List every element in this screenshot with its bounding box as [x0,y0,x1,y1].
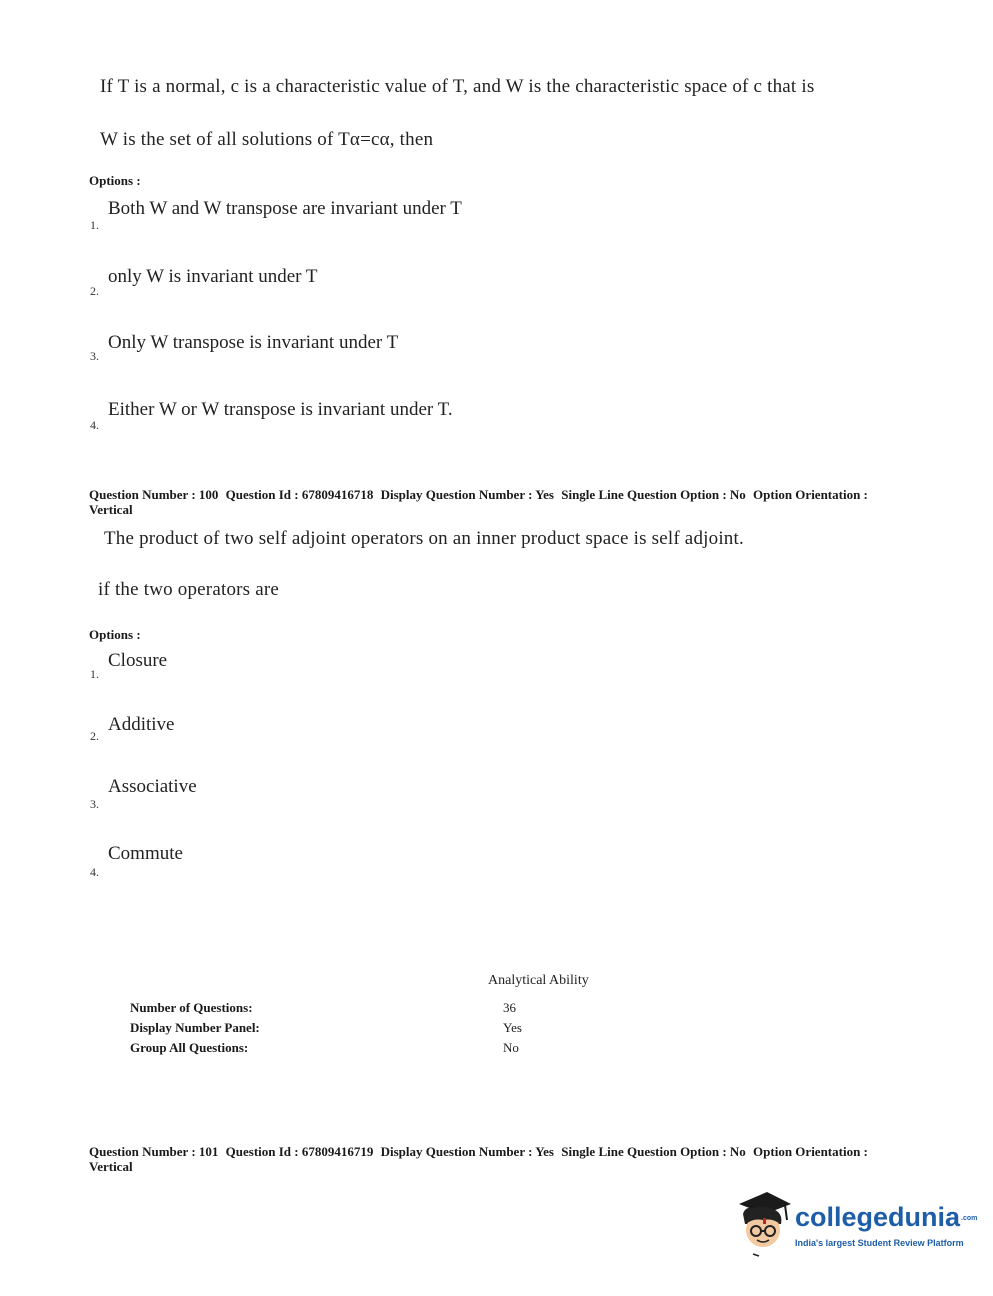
logo-tagline: India's largest Student Review Platform [795,1238,964,1248]
section-row-value: 36 [503,1000,516,1015]
option-text: Either W or W transpose is invariant under T. [108,399,453,420]
meta-display-question-number: Display Question Number : Yes [380,487,554,502]
option-number: 1. [90,218,99,232]
mascot-icon [735,1188,793,1260]
option-number: 4. [90,418,99,432]
logo-suffix: .com [961,1215,978,1223]
section-title: Analytical Ability [488,973,589,988]
meta-question-number: Question Number : 101 [89,1144,219,1159]
question-meta [89,1144,889,1174]
option-number: 2. [90,729,99,743]
meta-single-line: Single Line Question Option : No [561,487,746,502]
option-number: 1. [90,667,99,681]
options-label: Options : [89,627,141,642]
options-label: Options : [89,173,141,188]
option-text: Only W transpose is invariant under T [108,332,399,353]
option-number: 2. [90,284,99,298]
option-text: Both W and W transpose are invariant under T [108,198,462,219]
section-row-label: Number of Questions: [130,1000,253,1015]
collegedunia-logo[interactable] [735,1188,978,1260]
meta-single-line: Single Line Question Option : No [561,1144,746,1159]
option-text: only W is invariant under T [108,266,318,287]
section-row-label: Group All Questions: [130,1040,249,1055]
option-text: Commute [108,843,183,864]
meta-orientation: Option Orientation : Vertical [89,487,868,517]
meta-question-id: Question Id : 67809416719 [225,1144,374,1159]
question-text-line: If T is a normal, c is a characteristic value of T, and W is the characteristic space of c that is [100,76,815,97]
meta-orientation: Option Orientation : Vertical [89,1144,868,1174]
meta-question-number: Question Number : 100 [89,487,219,502]
option-text: Additive [108,714,175,735]
section-row-label: Display Number Panel: [130,1020,260,1035]
section-row-value: Yes [503,1020,522,1035]
section-row-value: No [503,1040,519,1055]
option-number: 3. [90,797,99,811]
meta-display-question-number: Display Question Number : Yes [380,1144,554,1159]
question-text-line: if the two operators are [98,579,280,600]
question-meta [89,487,889,517]
option-text: Closure [108,650,168,671]
meta-question-id: Question Id : 67809416718 [225,487,374,502]
option-text: Associative [108,776,197,797]
question-text-line: The product of two self adjoint operators on an inner product space is self adjoint. [104,528,744,549]
logo-word: collegedunia [795,1202,961,1232]
option-number: 4. [90,865,99,879]
option-number: 3. [90,349,99,363]
question-text-line: W is the set of all solutions of Tα=cα, then [100,129,434,150]
logo-wordmark [795,1202,977,1233]
